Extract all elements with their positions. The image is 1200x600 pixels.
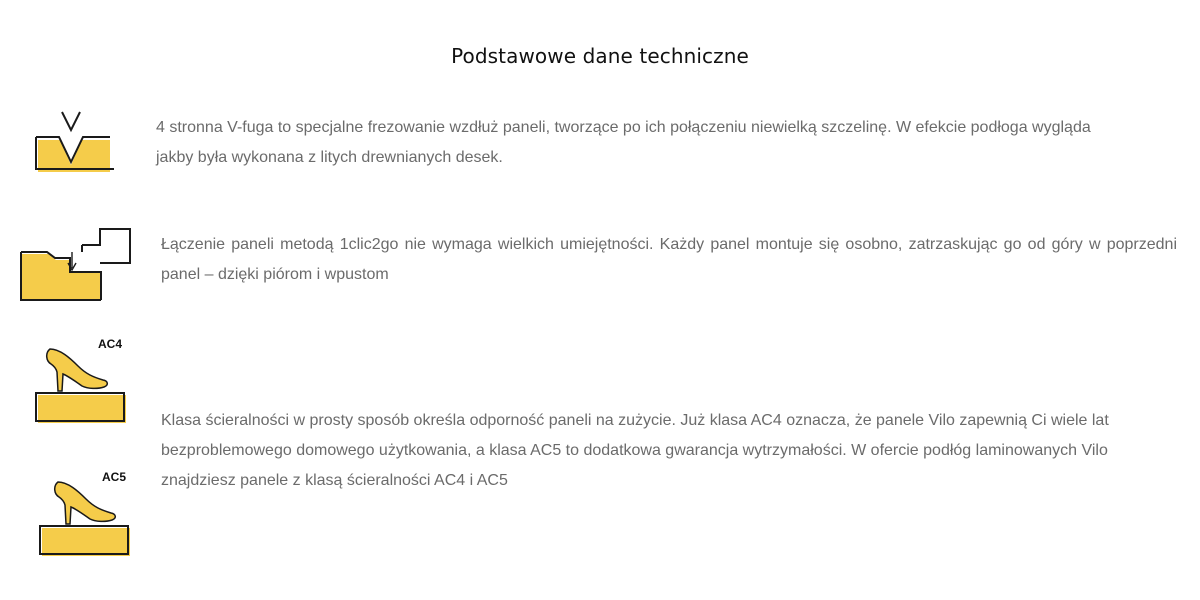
click-joint-description: Łączenie paneli metodą 1clic2go nie wymaga wielkich umiejętności. Każdy panel montuje się osobno, zatrzaskując go od góry w poprzedni panel – dzięki piórom i wpustom — [161, 236, 1177, 283]
abrasion-class-ac5-icon — [34, 468, 134, 560]
page-title: Podstawowe dane techniczne — [451, 44, 749, 68]
abrasion-class-description: Klasa ścieralności w prosty sposób określa odporność paneli na zużycie. Już klasa AC4 oznacza, że panele Vilo zapewnią Ci wiele lat bezproblemowego domowego użytkowania, a klasa AC5 to dodatkowa gwarancja wytrzymałości. W ofercie podłóg laminowanych Vilo znajdziesz panele z klasą ścieralności AC4 i AC5 — [161, 412, 1109, 489]
click-joint-icon — [18, 222, 138, 302]
v-groove-description: 4 stronna V-fuga to specjalne frezowanie wzdłuż paneli, tworzące po ich połączeniu niewielką szczelinę. W efekcie podłoga wygląda jakby była wykonana z litych drewnianych desek. — [156, 119, 1091, 166]
abrasion-class-ac4-icon — [30, 335, 130, 427]
ac4-badge: AC4 — [98, 337, 123, 351]
v-groove-icon — [30, 108, 120, 178]
ac5-badge: AC5 — [102, 470, 127, 484]
